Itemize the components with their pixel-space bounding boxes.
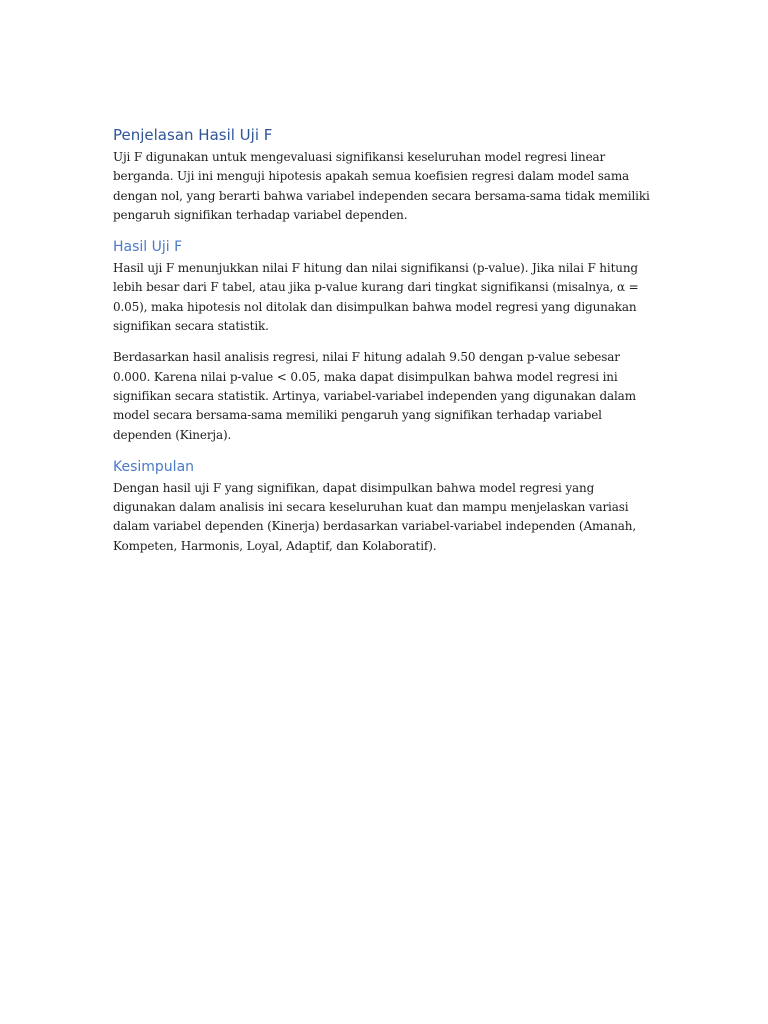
section-paragraph: Dengan hasil uji F yang signifikan, dapat disimpulkan bahwa model regresi yang digunakan dalam analisis ini secara keseluruhan kuat dan mampu menjelaskan variasi dalam variabel dependen (Kinerja) berdasarkan variabel-variabel independen (Amanah, Kompeten, Harmonis, Loyal, Adaptif, dan Kolaboratif). [113, 480, 637, 553]
section-hasil-uji-f [113, 237, 658, 445]
section-kesimpulan [113, 457, 658, 556]
section-title: Hasil Uji F [113, 239, 183, 256]
document-page [113, 124, 658, 556]
document-title: Penjelasan Hasil Uji F [113, 126, 273, 144]
intro-paragraph: Uji F digunakan untuk mengevaluasi signifikansi keseluruhan model regresi linear berganda. Uji ini menguji hipotesis apakah semua koefisien regresi dalam model sama dengan nol, yang berarti bahwa variabel independen secara bersama-sama tidak memiliki pengaruh signifikan terhadap variabel dependen. [113, 150, 650, 222]
section-paragraph: Berdasarkan hasil analisis regresi, nilai F hitung adalah 9.50 dengan p-value sebesar 0.000. Karena nilai p-value < 0.05, maka dapat disimpulkan bahwa model regresi ini signifikan secara statistik. Artinya, variabel-variabel independen yang digunakan dalam model secara bersama-sama memiliki pengaruh yang signifikan terhadap variabel dependen (Kinerja). [113, 350, 636, 442]
section-title: Kesimpulan [113, 458, 195, 475]
section-paragraph: Hasil uji F menunjukkan nilai F hitung dan nilai signifikansi (p-value). Jika nilai F hitung lebih besar dari F tabel, atau jika p-value kurang dari tingkat signifikansi (misalnya, α = 0.05), maka hipotesis nol ditolak dan disimpulkan bahwa model regresi yang digunakan signifikan secara statistik. [113, 261, 639, 334]
